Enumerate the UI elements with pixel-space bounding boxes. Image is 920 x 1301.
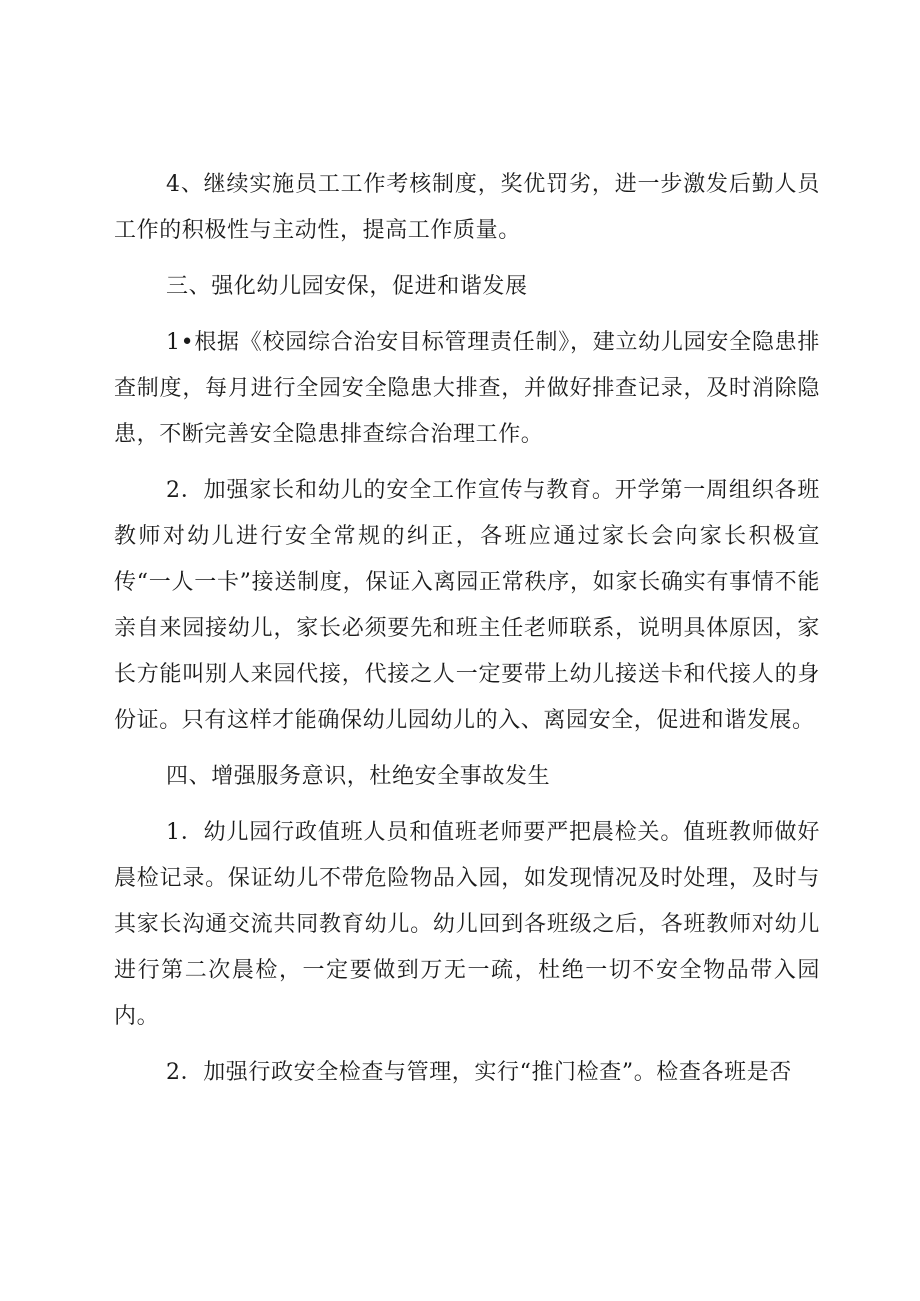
document-body [114, 162, 820, 1106]
paragraph-morning-check: 1．幼儿园行政值班人员和值班老师要严把晨检关。值班教师做好晨检记录。保证幼儿不带危险物品入园，如发现情况及时处理，及时与其家长沟通交流共同教育幼儿。幼儿回到各班级之后，各班教师对幼儿进行第二次晨检，一定要做到万无一疏，杜绝一切不安全物品带入园内。 [114, 820, 820, 1029]
paragraph-admin-inspection: 2．加强行政安全检查与管理，实行“推门检查”。检查各班是否 [166, 1060, 792, 1085]
paragraph-safety-hazard-check: 1•根据《校园综合治安目标管理责任制》，建立幼儿园安全隐患排查制度，每月进行全园安全隐患大排查，并做好排查记录，及时消除隐患，不断完善安全隐患排查综合治理工作。 [114, 330, 820, 447]
paragraph-safety-education: 2．加强家长和幼儿的安全工作宣传与教育。开学第一周组织各班教师对幼儿进行安全常规的纠正，各班应通过家长会向家长积极宣传“一人一卡”接送制度，保证入离园正常秩序，如家长确实有事情不能亲自来园接幼儿，家长必须要先和班主任老师联系，说明具体原因，家长方能叫别人来园代接，代接之人一定要带上幼儿接送卡和代接人的身份证。只有这样才能确保幼儿园幼儿的入、离园安全，促进和谐发展。 [114, 478, 820, 733]
section-heading-4: 四、增强服务意识，杜绝安全事故发生 [166, 764, 551, 789]
section-heading-3: 三、强化幼儿园安保，促进和谐发展 [166, 274, 528, 299]
paragraph-item-4: 4、继续实施员工工作考核制度，奖优罚劣，进一步激发后勤人员工作的积极性与主动性，提高工作质量。 [114, 172, 820, 243]
